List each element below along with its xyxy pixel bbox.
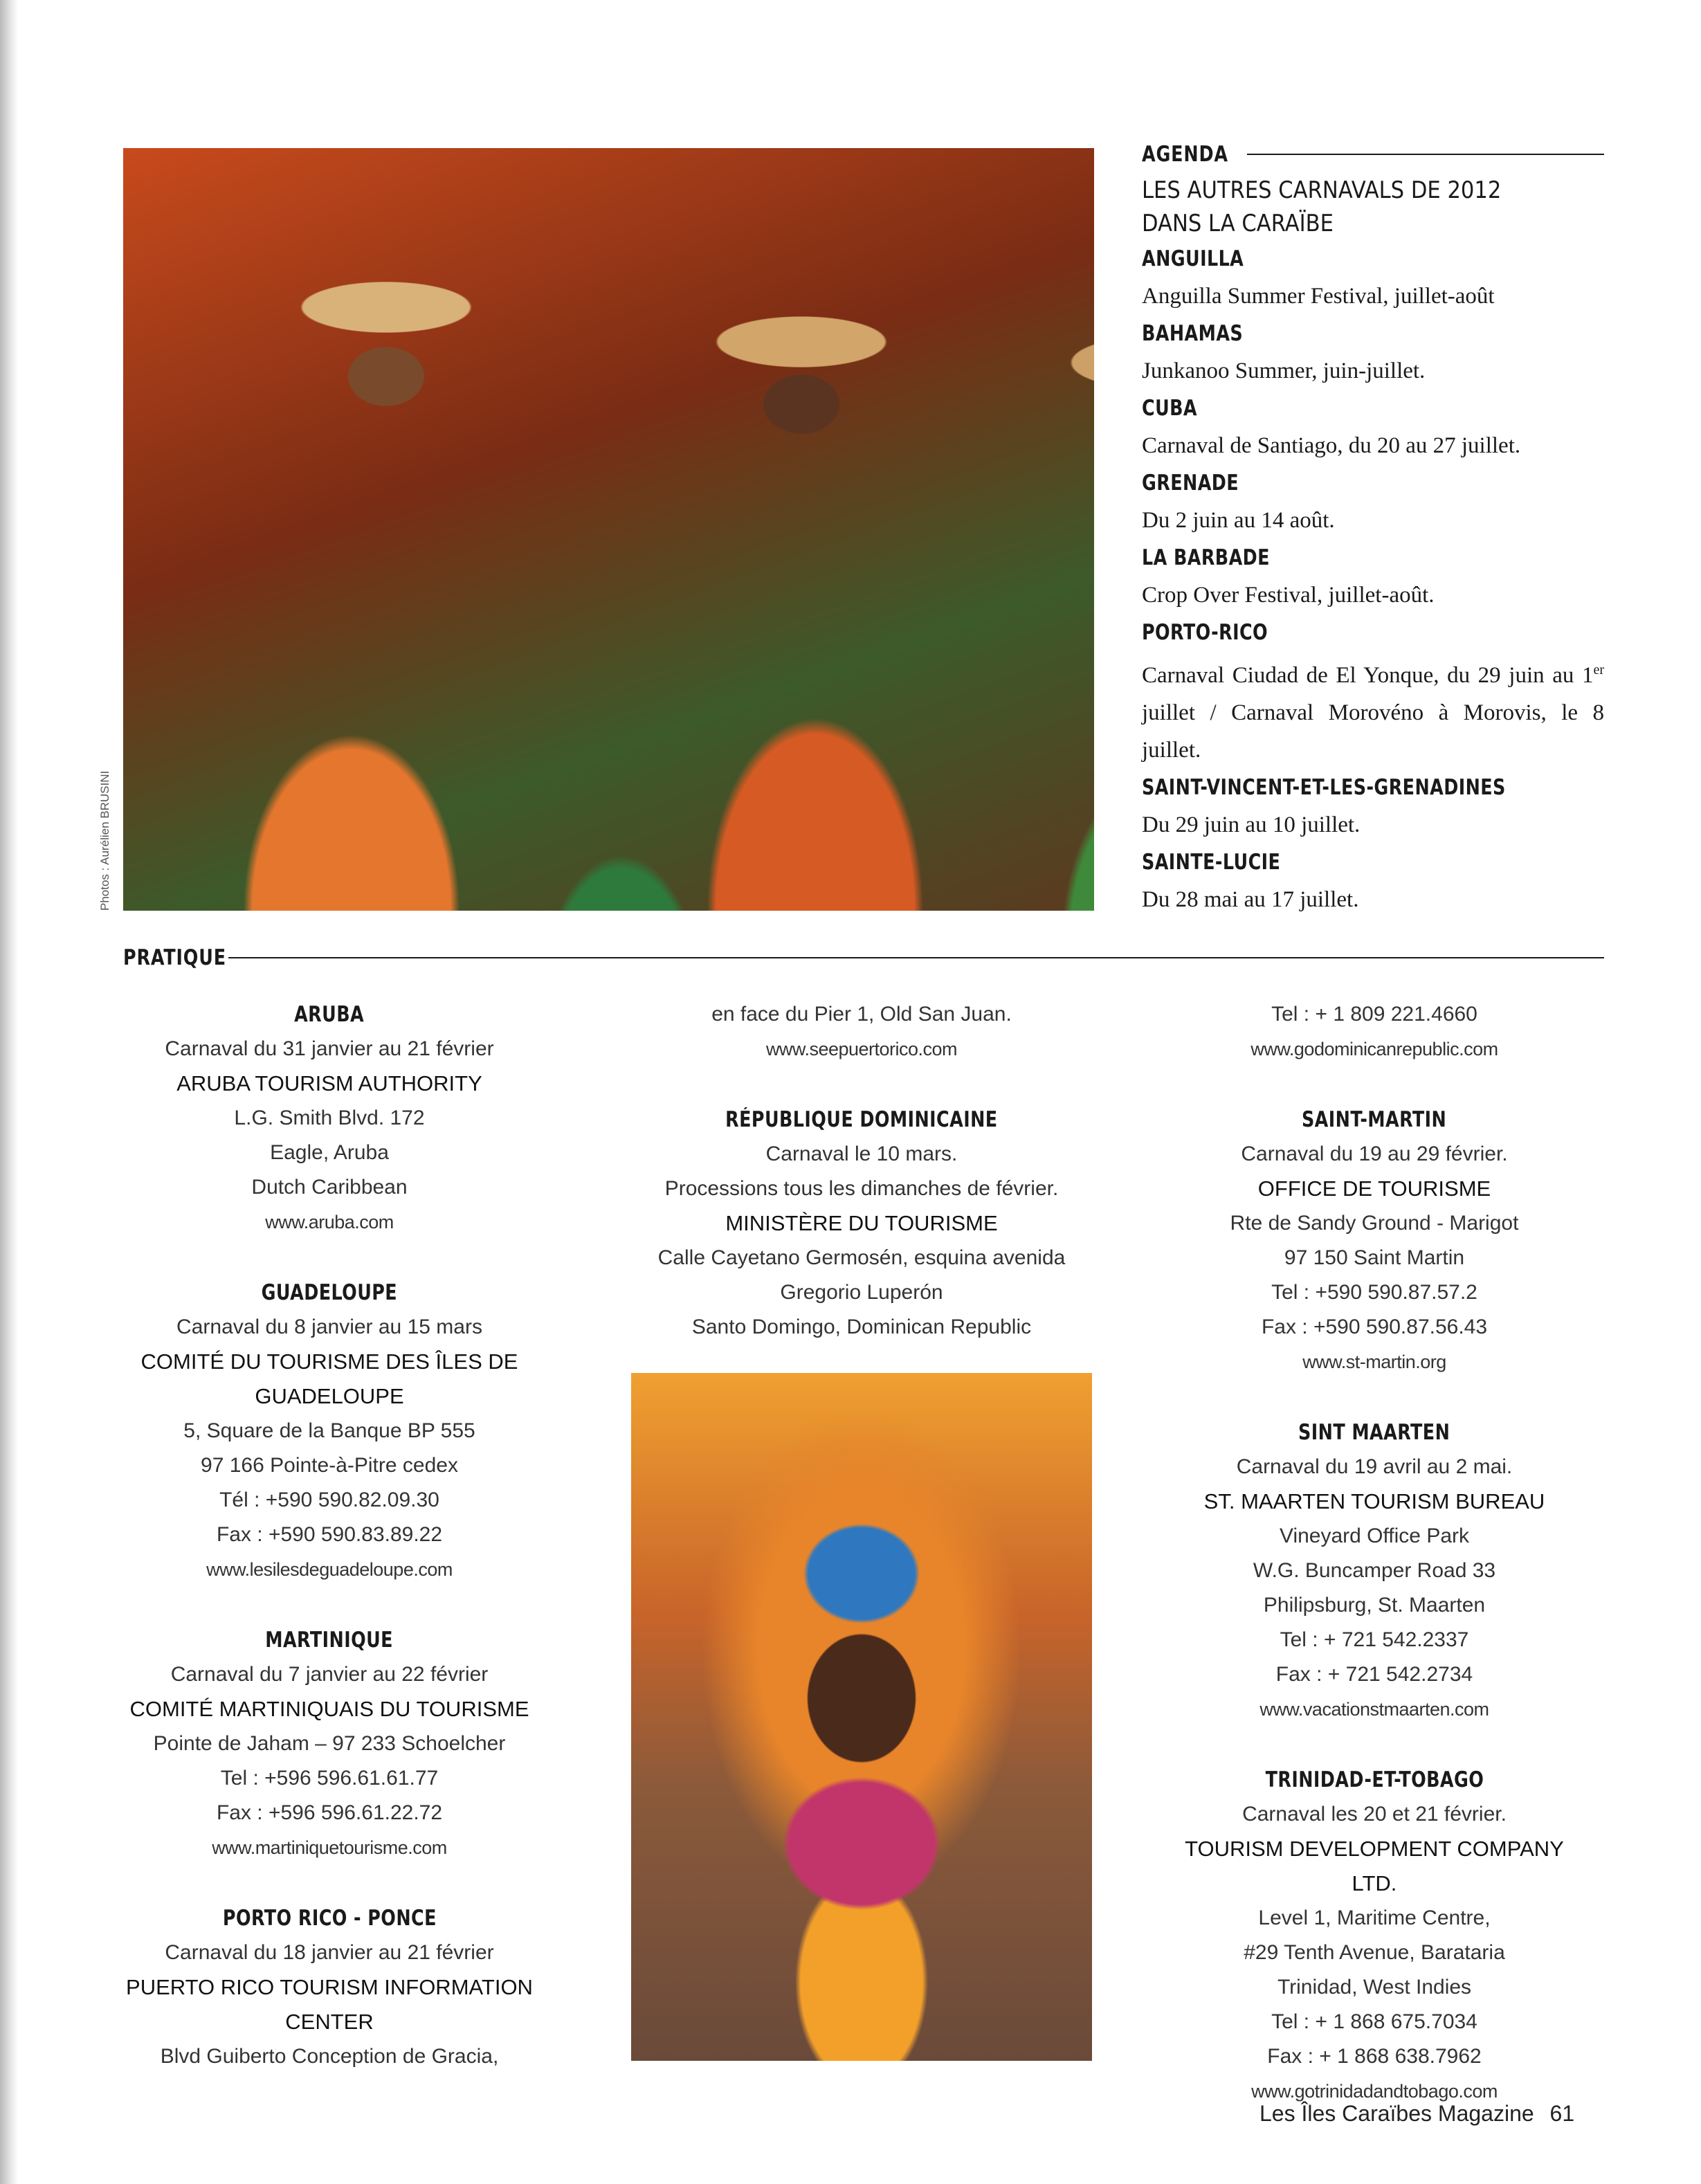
- agenda-country: BAHAMAS: [1142, 321, 1244, 346]
- country-heading: MARTINIQUE: [265, 1628, 394, 1653]
- address-line: Pointe de Jaham – 97 233 Schoelcher: [153, 1732, 506, 1755]
- organization: TOURISM DEVELOPMENT COMPANY LTD.: [1185, 1837, 1564, 1895]
- agenda-detail: Junkanoo Summer, juin-juillet.: [1142, 358, 1426, 383]
- carnival-dancer-photo: [631, 1373, 1092, 2061]
- website: www.godominicanrepublic.com: [1250, 1039, 1498, 1059]
- carnival-drummers-photo: [123, 148, 1094, 911]
- agenda-detail: Anguilla Summer Festival, juillet-août: [1142, 284, 1495, 309]
- carnival-dates: Carnaval du 19 au 29 février.: [1241, 1143, 1508, 1165]
- carnival-dates: Carnaval du 19 avril au 2 mai.: [1236, 1455, 1513, 1478]
- country-heading: GUADELOUPE: [261, 1280, 398, 1305]
- phone: Tel : +596 596.61.61.77: [220, 1767, 439, 1790]
- address-line: Eagle, Aruba: [270, 1141, 389, 1164]
- info-block-rep-dom: [654, 1102, 1069, 1345]
- agenda-country: PORTO-RICO: [1142, 620, 1268, 645]
- agenda-header: [1142, 142, 1604, 167]
- pratique-header: [123, 945, 1604, 970]
- country-heading: SAINT-MARTIN: [1302, 1107, 1447, 1132]
- agenda-section: [1142, 142, 1604, 918]
- agenda-detail-sup: er: [1593, 662, 1604, 677]
- organization: MINISTÈRE DU TOURISME: [725, 1211, 998, 1235]
- phone: Tel : +590 590.87.57.2: [1271, 1281, 1477, 1304]
- pratique-column-1: [122, 997, 537, 2110]
- agenda-country: SAINT-VINCENT-ET-LES-GRENADINES: [1142, 775, 1506, 800]
- carnival-dates: Carnaval les 20 et 21 février.: [1242, 1803, 1507, 1826]
- agenda-country: SAINTE-LUCIE: [1142, 850, 1281, 875]
- agenda-detail: Crop Over Festival, juillet-août.: [1142, 583, 1435, 608]
- info-block-sint-maarten: [1167, 1415, 1582, 1727]
- agenda-heading: AGENDA: [1142, 142, 1228, 167]
- agenda-country: LA BARBADE: [1142, 545, 1270, 570]
- agenda-title-line-1: LES AUTRES CARNAVALS DE 2012: [1142, 176, 1502, 204]
- page-spine-shadow: [0, 0, 18, 2184]
- agenda-detail: [1142, 651, 1604, 769]
- phone: Tel : + 1 809 221.4660: [1271, 1003, 1477, 1026]
- website: www.martiniquetourisme.com: [212, 1837, 447, 1858]
- pratique-heading: PRATIQUE: [123, 945, 226, 970]
- address-line: 5, Square de la Banque BP 555: [183, 1419, 475, 1442]
- website: www.st-martin.org: [1302, 1352, 1446, 1372]
- address-line: Gregorio Luperón: [780, 1281, 943, 1304]
- address-line: Dutch Caribbean: [251, 1176, 408, 1199]
- organization: PUERTO RICO TOURISM INFORMATION: [126, 1975, 533, 1999]
- info-block-trinidad: [1167, 1763, 1582, 2109]
- fax: Fax : + 721 542.2734: [1275, 1663, 1473, 1686]
- agenda-title-line-2: DANS LA CARAÏBE: [1142, 210, 1334, 237]
- agenda-detail-part: Carnaval Ciudad de El Yonque, du 29 juin au 1: [1142, 663, 1594, 688]
- info-block-guadeloupe: [122, 1275, 537, 1587]
- agenda-title: [1142, 174, 1603, 240]
- pratique-rule: [228, 957, 1604, 958]
- organization: ARUBA TOURISM AUTHORITY: [176, 1071, 482, 1095]
- fax: Fax : +590 590.83.89.22: [216, 1523, 443, 1546]
- country-heading: TRINIDAD-ET-TOBAGO: [1265, 1767, 1484, 1792]
- carnival-dates: Carnaval du 18 janvier au 21 février: [165, 1941, 494, 1964]
- agenda-detail: Du 28 mai au 17 juillet.: [1142, 887, 1359, 912]
- agenda-detail: Carnaval de Santiago, du 20 au 27 juillet.: [1142, 433, 1521, 458]
- country-heading: RÉPUBLIQUE DOMINICAINE: [725, 1107, 998, 1132]
- agenda-rule: [1247, 154, 1604, 155]
- carnival-note: Processions tous les dimanches de février.: [664, 1177, 1059, 1200]
- agenda-detail-part: juillet / Carnaval Morovéno à Morovis, le 8 juillet.: [1142, 700, 1604, 763]
- organization: COMITÉ DU TOURISME DES ÎLES DE: [140, 1349, 518, 1374]
- info-block-aruba: [122, 997, 537, 1239]
- country-heading: ARUBA: [294, 1002, 365, 1027]
- info-block-porto-rico-cont: [654, 997, 1069, 1066]
- organization: GUADELOUPE: [255, 1384, 404, 1408]
- agenda-country: ANGUILLA: [1142, 246, 1244, 271]
- address-line: W.G. Buncamper Road 33: [1253, 1559, 1496, 1582]
- address-line: 97 166 Pointe-à-Pitre cedex: [201, 1454, 458, 1477]
- website: www.aruba.com: [265, 1212, 394, 1232]
- info-block-porto-rico: [122, 1901, 537, 2074]
- carnival-dates: Carnaval le 10 mars.: [765, 1143, 958, 1165]
- info-block-martinique: [122, 1623, 537, 1865]
- pratique-column-2: [654, 997, 1069, 1381]
- address-line: Level 1, Maritime Centre,: [1258, 1907, 1491, 1929]
- fax: Fax : +590 590.87.56.43: [1261, 1316, 1488, 1338]
- page-footer: [1259, 2101, 1574, 2127]
- organization: CENTER: [285, 2010, 374, 2034]
- organization: ST. MAARTEN TOURISM BUREAU: [1203, 1489, 1545, 1513]
- address-line: 97 150 Saint Martin: [1284, 1246, 1465, 1269]
- address-line: Calle Cayetano Germosén, esquina avenida: [657, 1246, 1066, 1269]
- website: www.seepuertorico.com: [765, 1039, 958, 1059]
- phone: Tel : + 1 868 675.7034: [1271, 2010, 1477, 2033]
- photo-credit: Photos : Aurélien BRUSINI: [98, 770, 111, 911]
- carnival-dates: Carnaval du 8 janvier au 15 mars: [176, 1316, 482, 1338]
- address-line: Vineyard Office Park: [1279, 1525, 1470, 1547]
- pratique-column-3: [1167, 997, 1582, 2145]
- carnival-dates: Carnaval du 7 janvier au 22 février: [170, 1663, 489, 1686]
- address-line: Trinidad, West Indies: [1277, 1976, 1472, 1999]
- agenda-country: GRENADE: [1142, 471, 1239, 495]
- info-block-rep-dom-cont: [1167, 997, 1582, 1066]
- fax: Fax : + 1 868 638.7962: [1267, 2045, 1482, 2068]
- address-line: Philipsburg, St. Maarten: [1263, 1594, 1486, 1617]
- address-line: L.G. Smith Blvd. 172: [234, 1107, 425, 1129]
- agenda-country: CUBA: [1142, 396, 1197, 421]
- website: www.lesilesdeguadeloupe.com: [206, 1559, 453, 1580]
- address-line: Blvd Guiberto Conception de Gracia,: [160, 2045, 499, 2068]
- agenda-detail: Du 2 juin au 14 août.: [1142, 508, 1335, 533]
- info-block-saint-martin: [1167, 1102, 1582, 1379]
- agenda-detail: Du 29 juin au 10 juillet.: [1142, 812, 1361, 837]
- website: www.gotrinidadandtobago.com: [1251, 2081, 1498, 2102]
- organization: COMITÉ MARTINIQUAIS DU TOURISME: [129, 1697, 529, 1721]
- organization: OFFICE DE TOURISME: [1257, 1176, 1491, 1201]
- address-line: Rte de Sandy Ground - Marigot: [1230, 1212, 1519, 1235]
- carnival-dates: Carnaval du 31 janvier au 21 février: [165, 1037, 494, 1060]
- website: www.vacationstmaarten.com: [1259, 1699, 1489, 1720]
- fax: Fax : +596 596.61.22.72: [216, 1801, 443, 1824]
- address-line: en face du Pier 1, Old San Juan.: [711, 1003, 1012, 1026]
- address-line: Santo Domingo, Dominican Republic: [691, 1316, 1032, 1338]
- phone: Tel : + 721 542.2337: [1280, 1628, 1469, 1651]
- country-heading: SINT MAARTEN: [1298, 1420, 1450, 1445]
- country-heading: PORTO RICO - PONCE: [222, 1906, 437, 1931]
- magazine-name: Les Îles Caraïbes Magazine: [1259, 2101, 1534, 2126]
- address-line: #29 Tenth Avenue, Barataria: [1244, 1941, 1505, 1964]
- page-number: 61: [1549, 2101, 1575, 2126]
- phone: Tél : +590 590.82.09.30: [219, 1489, 439, 1511]
